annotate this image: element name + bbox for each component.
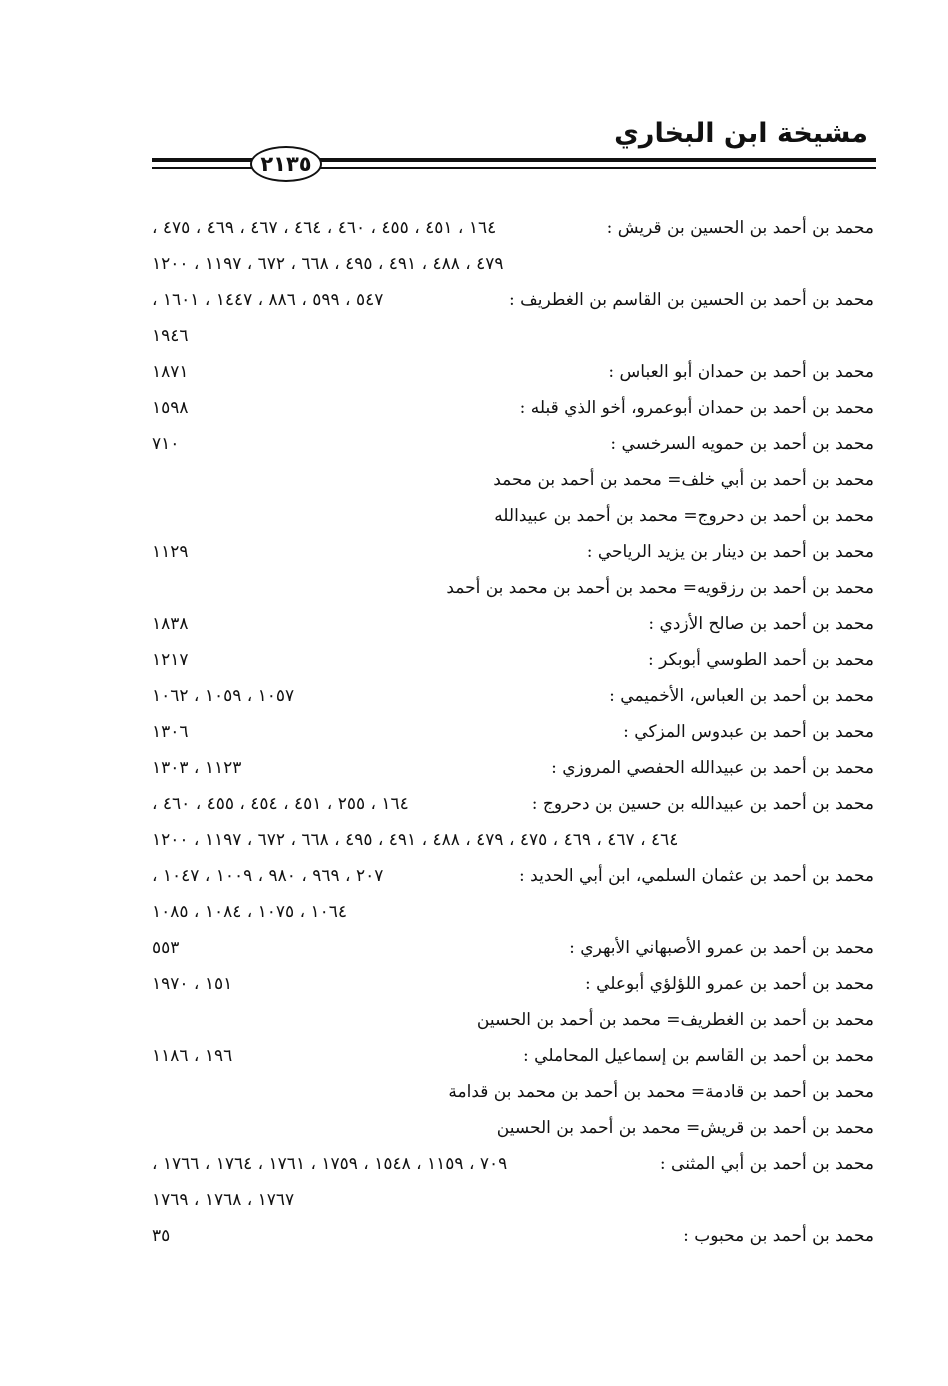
index-entry [152, 426, 874, 462]
entry-pages: ١٧٦٧ ، ١٧٦٨ ، ١٧٦٩ [152, 1190, 295, 1210]
entry-name: محمد بن أحمد بن عثمان السلمي، ابن أبي الحديد : [519, 866, 874, 886]
index-entry [152, 1218, 874, 1254]
index-entry [152, 714, 874, 750]
entry-pages: ١٣٠٦ [152, 722, 189, 742]
index-entry-continuation [152, 246, 874, 282]
index-entry [152, 678, 874, 714]
entry-name: محمد بن أحمد بن العباس، الأخميمي : [609, 686, 874, 706]
index-entry [152, 570, 874, 606]
index-entry [152, 750, 874, 786]
entry-name: محمد بن أحمد بن قادمة= محمد بن أحمد بن محمد بن قدامة [448, 1082, 874, 1102]
entry-name: محمد بن أحمد بن رزقويه= محمد بن أحمد بن محمد بن أحمد [446, 578, 874, 598]
entry-name: محمد بن أحمد بن صالح الأزدي : [648, 614, 874, 634]
header-rule-left [152, 158, 252, 162]
index-entry [152, 606, 874, 642]
entry-name: محمد بن أحمد بن حمدان أبوعمرو، أخو الذي قبله : [519, 398, 874, 418]
entry-pages: ٤٧٩ ، ٤٨٨ ، ٤٩١ ، ٤٩٥ ، ٦٦٨ ، ٦٧٢ ، ١١٩٧ ، ١٢٠٠ [152, 254, 504, 274]
entry-name: محمد بن أحمد بن دينار بن يزيد الرياحي : [586, 542, 874, 562]
index-entry-continuation [152, 318, 874, 354]
entry-name: محمد بن أحمد بن دحروج= محمد بن أحمد بن عبيدالله [494, 506, 874, 526]
entry-name: محمد بن أحمد بن القاسم بن إسماعيل المحاملي : [523, 1046, 874, 1066]
entry-pages: ٧٠٩ ، ١١٥٩ ، ١٥٤٨ ، ١٧٥٩ ، ١٧٦١ ، ١٧٦٤ ، ١٧٦٦ ، [152, 1154, 508, 1174]
entry-pages: ٣٥ [152, 1226, 171, 1246]
entry-pages: ١٨٣٨ [152, 614, 189, 634]
entry-pages: ٤٦٤ ، ٤٦٧ ، ٤٦٩ ، ٤٧٥ ، ٤٧٩ ، ٤٨٨ ، ٤٩١ ، ٤٩٥ ، ٦٦٨ ، ٦٧٢ ، ١١٩٧ ، ١٢٠٠ [152, 830, 679, 850]
entry-pages: ١٢١٧ [152, 650, 189, 670]
entry-pages: ٥٤٧ ، ٥٩٩ ، ٨٨٦ ، ١٤٤٧ ، ١٦٠١ ، [152, 290, 384, 310]
page-number-badge [250, 146, 322, 182]
index-entry [152, 1074, 874, 1110]
entry-pages: ١٥١ ، ١٩٧٠ [152, 974, 233, 994]
entry-name: محمد بن أحمد بن حمدان أبو العباس : [608, 362, 874, 382]
entry-pages: ٧١٠ [152, 434, 180, 454]
entry-name: محمد بن أحمد بن محبوب : [683, 1226, 874, 1246]
entry-name: محمد بن أحمد بن قريش= محمد بن أحمد بن الحسين [496, 1118, 874, 1138]
entry-pages: ١٩٦ ، ١١٨٦ [152, 1046, 233, 1066]
index-entry-continuation [152, 1182, 874, 1218]
index-entries [152, 210, 874, 1254]
running-head-book-title: مشيخة ابن البخاري [614, 118, 868, 149]
header-rule-right-thin [320, 167, 876, 169]
index-entry [152, 1038, 874, 1074]
index-entry [152, 1002, 874, 1038]
index-entry [152, 966, 874, 1002]
index-entry [152, 858, 874, 894]
entry-pages: ١٩٤٦ [152, 326, 189, 346]
index-entry [152, 210, 874, 246]
index-entry [152, 534, 874, 570]
entry-pages: ١٦٤ ، ٤٥١ ، ٤٥٥ ، ٤٦٠ ، ٤٦٤ ، ٤٦٧ ، ٤٦٩ ، ٤٧٥ ، [152, 218, 497, 238]
index-entry [152, 930, 874, 966]
entry-pages: ١٥٩٨ [152, 398, 189, 418]
entry-name: محمد بن أحمد بن عمرو اللؤلؤي أبوعلي : [584, 974, 874, 994]
entry-pages: ١٨٧١ [152, 362, 189, 382]
header-rule-left-thin [152, 167, 252, 169]
entry-pages: ٥٥٣ [152, 938, 180, 958]
index-entry [152, 354, 874, 390]
entry-name: محمد بن أحمد بن عبيدالله الحفصي المروزي : [551, 758, 874, 778]
index-entry [152, 462, 874, 498]
entry-pages: ١١٢٩ [152, 542, 189, 562]
index-entry-continuation [152, 894, 874, 930]
entry-pages: ١٠٥٧ ، ١٠٥٩ ، ١٠٦٢ [152, 686, 295, 706]
entry-name: محمد بن أحمد الطوسي أبوبكر : [647, 650, 874, 670]
index-entry-continuation [152, 822, 874, 858]
entry-name: محمد بن أحمد بن أبي خلف= محمد بن أحمد بن محمد [493, 470, 874, 490]
header-rule-right [320, 158, 876, 162]
entry-pages: ٢٠٧ ، ٩٦٩ ، ٩٨٠ ، ١٠٠٩ ، ١٠٤٧ ، [152, 866, 384, 886]
index-entry [152, 642, 874, 678]
index-entry [152, 282, 874, 318]
entry-pages: ١٦٤ ، ٢٥٥ ، ٤٥١ ، ٤٥٤ ، ٤٥٥ ، ٤٦٠ ، [152, 794, 409, 814]
entry-name: محمد بن أحمد بن عبيدالله بن حسين بن دحروج : [531, 794, 874, 814]
entry-name: محمد بن أحمد بن عبدوس المزكي : [623, 722, 874, 742]
entry-name: محمد بن أحمد بن أبي المثنى : [659, 1154, 874, 1174]
entry-name: محمد بن أحمد بن الحسين بن القاسم بن الغطريف : [509, 290, 874, 310]
entry-name: محمد بن أحمد بن الحسين بن قريش : [606, 218, 874, 238]
index-entry [152, 786, 874, 822]
index-entry [152, 1146, 874, 1182]
entry-name: محمد بن أحمد بن عمرو الأصبهاني الأبهري : [569, 938, 874, 958]
entry-name: محمد بن أحمد بن الغطريف= محمد بن أحمد بن الحسين [476, 1010, 874, 1030]
entry-pages: ١١٢٣ ، ١٣٠٣ [152, 758, 242, 778]
page-number: ٢١٣٥ [260, 152, 312, 176]
index-entry [152, 498, 874, 534]
entry-pages: ١٠٦٤ ، ١٠٧٥ ، ١٠٨٤ ، ١٠٨٥ [152, 902, 348, 922]
index-entry [152, 390, 874, 426]
index-entry [152, 1110, 874, 1146]
entry-name: محمد بن أحمد بن حمويه السرخسي : [610, 434, 874, 454]
